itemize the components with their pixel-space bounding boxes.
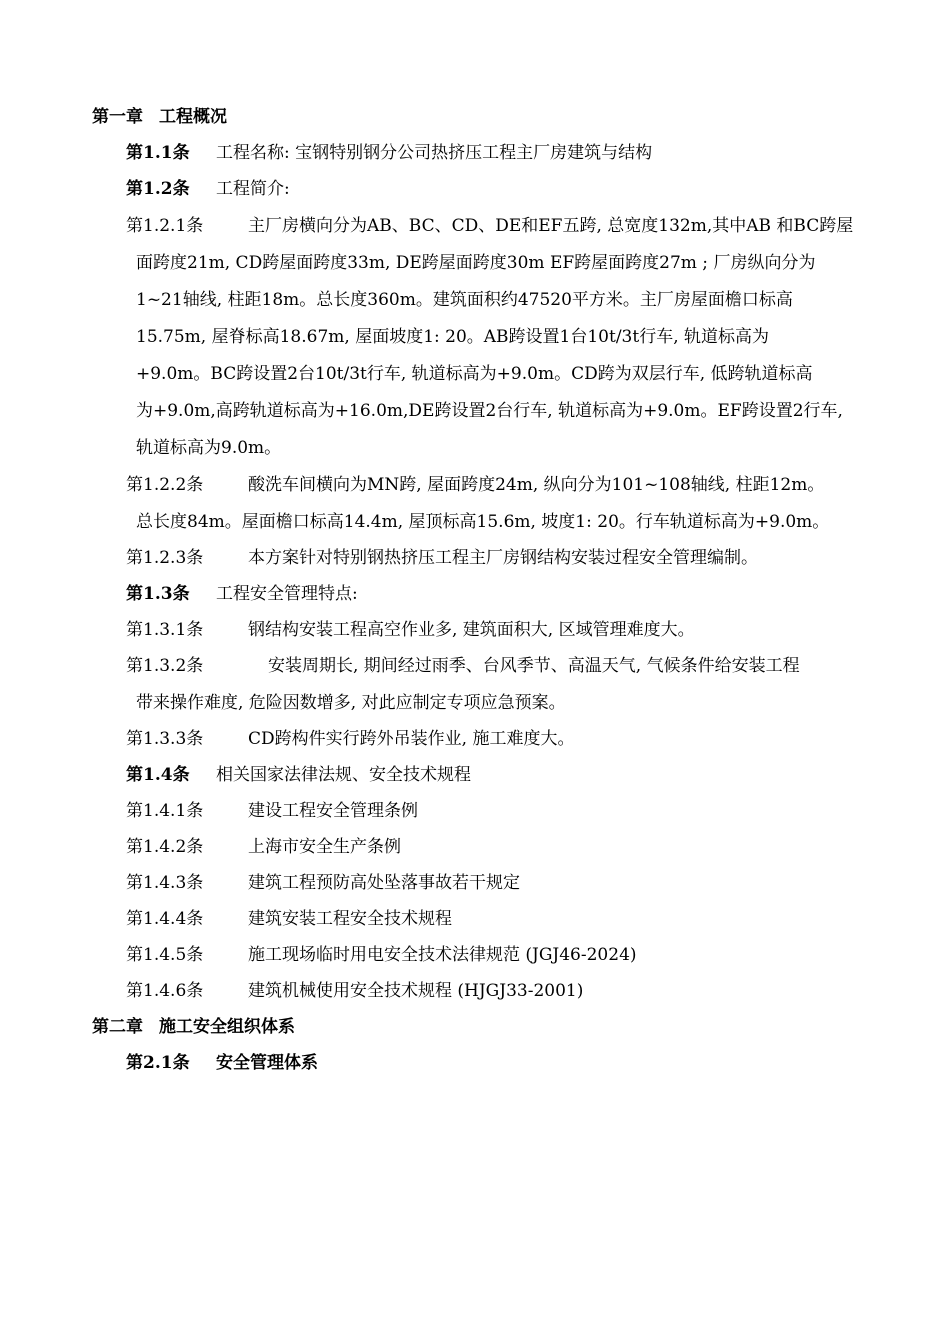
paragraph-line: 1~21轴线, 柱距18m。总长度360m。建筑面积约47520平方米。主厂房屋面檐口标高 — [136, 290, 793, 310]
chapter-number: 第二章 — [92, 1017, 143, 1037]
chapter-2-heading — [92, 1012, 295, 1037]
clause-text: 建筑安装工程安全技术规程 — [248, 909, 452, 929]
chapter-number: 第一章 — [92, 107, 143, 127]
clause-label: 第1.3.1条 — [126, 620, 204, 640]
chapter-1-heading — [92, 102, 227, 127]
paragraph-line: 带来操作难度, 危险因数增多, 对此应制定专项应急预案。 — [136, 693, 566, 713]
clause-text: 施工现场临时用电安全技术法律规范 (JGJ46-2024) — [248, 945, 637, 965]
clause-label: 第1.3.2条 — [126, 656, 204, 676]
clause-text: 建筑机械使用安全技术规程 (HJGJ33-2001) — [248, 981, 584, 1001]
paragraph-line: 15.75m, 屋脊标高18.67m, 屋面坡度1: 20。AB跨设置1台10t/3t行车, 轨道标高为 — [136, 327, 769, 347]
paragraph-line: 面跨度21m, CD跨屋面跨度33m, DE跨屋面跨度30m EF跨屋面跨度27m ; 厂房纵向分为 — [136, 253, 816, 273]
clause-label: 第1.4.6条 — [126, 981, 204, 1001]
clause-label: 第1.1条 — [126, 143, 190, 163]
clause-label: 第1.4.1条 — [126, 801, 204, 821]
paragraph-line: +9.0m。BC跨设置2台10t/3t行车, 轨道标高为+9.0m。CD跨为双层行车, 低跨轨道标高 — [136, 364, 813, 384]
clause-label: 第1.2条 — [126, 179, 190, 199]
clause-label: 第1.2.2条 — [126, 475, 204, 495]
clause-text: 钢结构安装工程高空作业多, 建筑面积大, 区域管理难度大。 — [248, 620, 695, 640]
clause-label: 第1.4.4条 — [126, 909, 204, 929]
clause-label: 第1.4.5条 — [126, 945, 204, 965]
clause-label: 第1.2.3条 — [126, 548, 204, 568]
paragraph-line: 主厂房横向分为AB、BC、CD、DE和EF五跨, 总宽度132m,其中AB 和BC跨屋 — [248, 216, 854, 236]
paragraph-line: 总长度84m。屋面檐口标高14.4m, 屋顶标高15.6m, 坡度1: 20。行车轨道标高为+9.0m。 — [136, 512, 830, 532]
chapter-title: 施工安全组织体系 — [159, 1017, 295, 1037]
clause-text: CD跨构件实行跨外吊装作业, 施工难度大。 — [248, 729, 575, 749]
paragraph-line: 酸洗车间横向为MN跨, 屋面跨度24m, 纵向分为101~108轴线, 柱距12m。 — [248, 475, 825, 495]
paragraph-line: 安装周期长, 期间经过雨季、台风季节、高温天气, 气候条件给安装工程 — [268, 656, 800, 676]
clause-label: 第1.4条 — [126, 765, 190, 785]
clause-text: 上海市安全生产条例 — [248, 837, 401, 857]
clause-text: 建筑工程预防高处坠落事故若干规定 — [248, 873, 520, 893]
clause-text: 相关国家法律法规、安全技术规程 — [216, 765, 471, 785]
paragraph-line: 为+9.0m,高跨轨道标高为+16.0m,DE跨设置2台行车, 轨道标高为+9.0m。EF跨设置2行车, — [136, 401, 843, 421]
clause-text: 本方案针对特别钢热挤压工程主厂房钢结构安装过程安全管理编制。 — [248, 548, 758, 568]
clause-label: 第1.3条 — [126, 584, 190, 604]
clause-text: 工程简介: — [216, 179, 290, 199]
clause-label: 第1.4.2条 — [126, 837, 204, 857]
clause-text: 安全管理体系 — [216, 1053, 318, 1073]
chapter-title: 工程概况 — [159, 107, 227, 127]
clause-label: 第1.3.3条 — [126, 729, 204, 749]
clause-label: 第1.4.3条 — [126, 873, 204, 893]
paragraph-line: 轨道标高为9.0m。 — [136, 438, 282, 458]
clause-text: 工程名称: 宝钢特别钢分公司热挤压工程主厂房建筑与结构 — [216, 143, 653, 163]
clause-label: 第1.2.1条 — [126, 216, 204, 236]
clause-label: 第2.1条 — [126, 1053, 190, 1073]
clause-text: 工程安全管理特点: — [216, 584, 358, 604]
clause-text: 建设工程安全管理条例 — [248, 801, 418, 821]
